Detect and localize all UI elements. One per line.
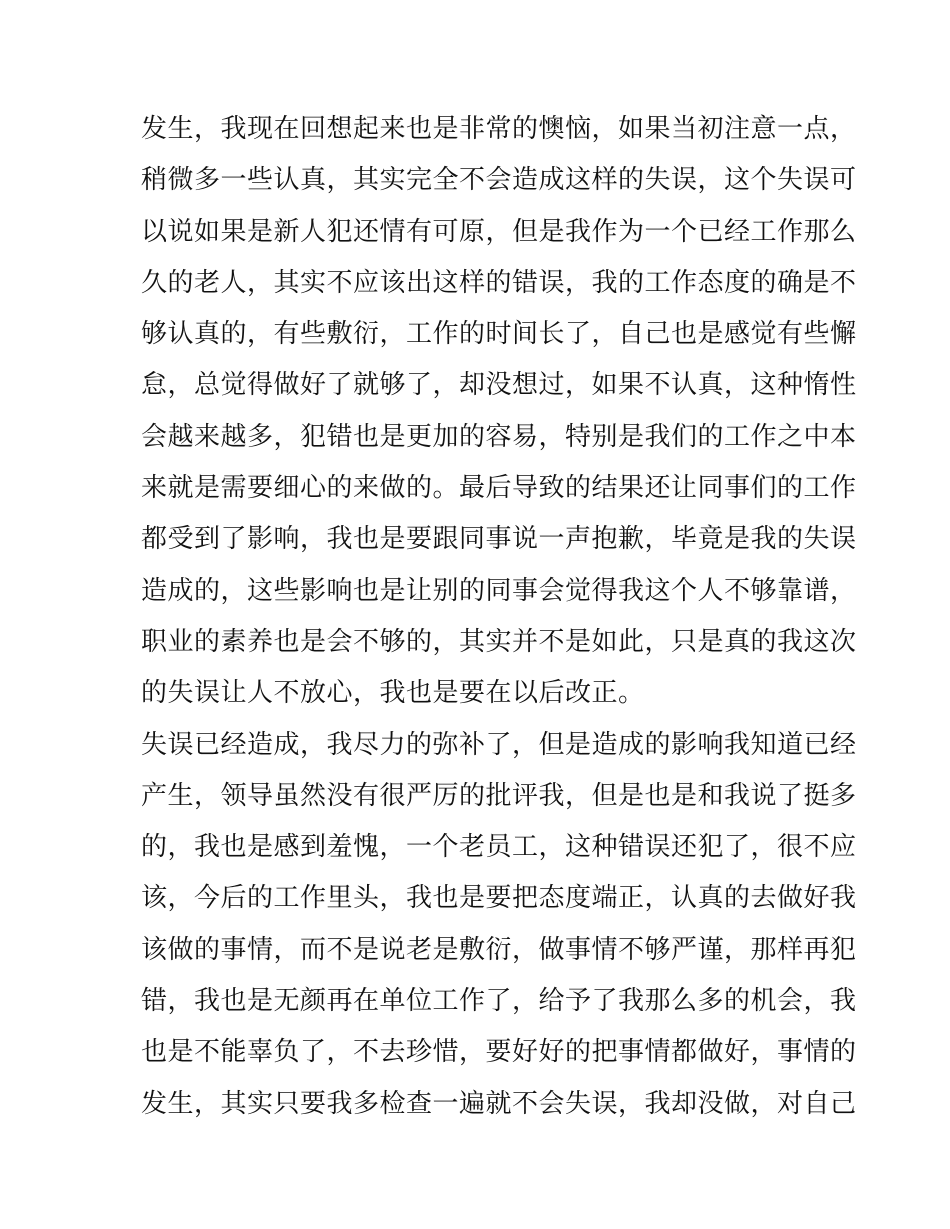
text-line: 该做的事情，而不是说老是敷衍，做事情不够严谨，那样再犯 <box>141 934 857 965</box>
text-line: 造成的，这些影响也是让别的同事会觉得我这个人不够靠谱， <box>141 575 857 606</box>
text-line: 发生，我现在回想起来也是非常的懊恼，如果当初注意一点， <box>141 114 857 144</box>
text-line: 发生，其实只要我多检查一遍就不会失误，我却没做，对自己 <box>141 1088 857 1119</box>
text-line: 以说如果是新人犯还情有可原，但是我作为一个已经工作那么 <box>141 216 857 247</box>
text-line: 来就是需要细心的来做的。最后导致的结果还让同事们的工作 <box>141 473 857 504</box>
text-line: 错，我也是无颜再在单位工作了，给予了我那么多的机会，我 <box>141 986 857 1017</box>
text-line: 够认真的，有些敷衍，工作的时间长了，自己也是感觉有些懈 <box>141 319 857 350</box>
text-line: 的失误让人不放心，我也是要在以后改正。 <box>141 678 645 709</box>
text-line: 产生，领导虽然没有很严厉的批评我，但是也是和我说了挺多 <box>141 780 857 811</box>
text-line: 的，我也是感到羞愧，一个老员工，这种错误还犯了，很不应 <box>141 832 857 863</box>
text-line: 也是不能辜负了，不去珍惜，要好好的把事情都做好，事情的 <box>141 1037 857 1068</box>
text-line: 职业的素养也是会不够的，其实并不是如此，只是真的我这次 <box>141 626 857 657</box>
body-text <box>141 104 857 1130</box>
text-line: 稍微多一些认真，其实完全不会造成这样的失误，这个失误可 <box>141 165 857 196</box>
text-line: 会越来越多，犯错也是更加的容易，特别是我们的工作之中本 <box>141 421 857 452</box>
text-line: 该，今后的工作里头，我也是要把态度端正，认真的去做好我 <box>141 883 857 914</box>
text-line: 久的老人，其实不应该出这样的错误，我的工作态度的确是不 <box>141 267 857 298</box>
text-line: 都受到了影响，我也是要跟同事说一声抱歉，毕竟是我的失误 <box>141 524 857 555</box>
text-line: 失误已经造成，我尽力的弥补了，但是造成的影响我知道已经 <box>141 729 857 760</box>
text-line: 怠，总觉得做好了就够了，却没想过，如果不认真，这种惰性 <box>141 370 857 401</box>
